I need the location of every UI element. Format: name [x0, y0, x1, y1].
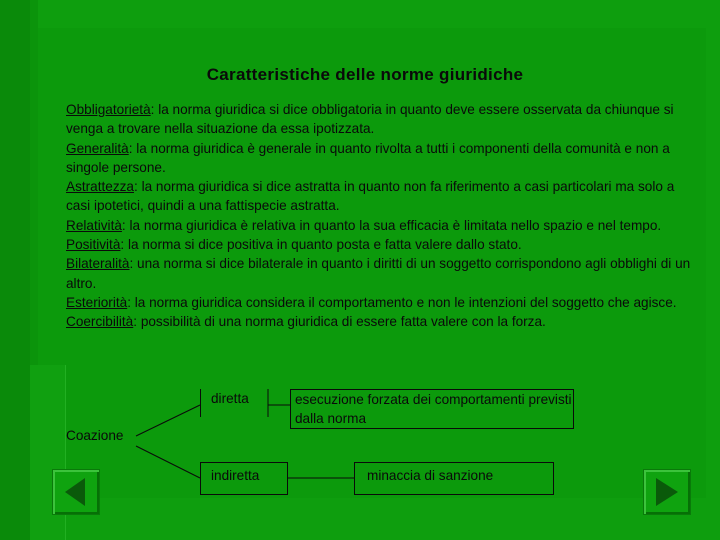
diagram-box-esecuzione: esecuzione forzata dei comportamenti previsti dalla norma: [290, 389, 574, 429]
list-item: [66, 312, 696, 331]
item-text: una norma si dice bilaterale in quanto i diritti di un soggetto corrispondono agli obblighi di un altro.: [66, 256, 691, 291]
item-text: la norma si dice positiva in quanto posta e fatta valere dallo stato.: [127, 237, 522, 253]
diagram-box-diretta: diretta: [200, 389, 279, 417]
item-term: Relatività: [66, 217, 122, 233]
diagram-box-minaccia: minaccia di sanzione: [354, 462, 554, 495]
item-term: Esteriorità: [66, 294, 128, 310]
item-term: Astrattezza: [66, 179, 134, 195]
list-item: [66, 177, 696, 216]
item-separator: :: [127, 294, 135, 310]
list-item: [66, 235, 696, 254]
item-text: la norma giuridica è relativa in quanto la sua efficacia è limitata nello spazio e nel tempo.: [129, 217, 662, 233]
item-term: Obbligatorietà: [66, 102, 151, 117]
item-term: Generalità: [66, 140, 129, 156]
item-term: Bilateralità: [66, 256, 130, 272]
triangle-left-icon: [53, 470, 99, 514]
diagram-root-coazione: Coazione: [66, 428, 124, 443]
item-text: la norma giuridica è generale in quanto rivolta a tutti i componenti della comunità e non a singole persone.: [66, 140, 670, 175]
list-item: [66, 100, 696, 139]
triangle-right-icon: [644, 470, 690, 514]
list-item: [66, 254, 696, 293]
item-text: possibilità di una norma giuridica di essere fatta valere con la forza.: [140, 314, 546, 330]
item-separator: :: [120, 237, 128, 253]
list-item: [66, 293, 696, 312]
characteristics-list: [66, 100, 696, 332]
item-separator: :: [121, 217, 130, 233]
item-term: Positività: [66, 237, 121, 253]
diagram-box-indiretta: indiretta: [200, 462, 288, 495]
list-item: [66, 216, 696, 235]
slide-title: Caratteristiche delle norme giuridiche: [206, 65, 524, 84]
item-text: la norma giuridica si dice astratta in quanto non fa riferimento a casi particolari ma solo a casi ipotetici, quindi a una fattispecie astratta.: [66, 179, 675, 214]
previous-slide-button[interactable]: [52, 469, 100, 515]
item-term: Coercibilità: [66, 314, 134, 330]
item-separator: :: [133, 314, 141, 330]
list-item: [66, 139, 696, 178]
item-separator: :: [134, 179, 142, 195]
item-separator: :: [129, 256, 138, 272]
next-slide-button[interactable]: [643, 469, 691, 515]
item-text: la norma giuridica considera il comportamento e non le intenzioni del soggetto che agisce.: [134, 294, 677, 310]
item-text: la norma giuridica si dice obbligatoria in quanto deve essere osservata da chiunque si venga a trovare nella situazione da essa ipotizzata.: [66, 102, 674, 137]
item-separator: :: [150, 102, 159, 117]
item-separator: :: [128, 140, 137, 156]
